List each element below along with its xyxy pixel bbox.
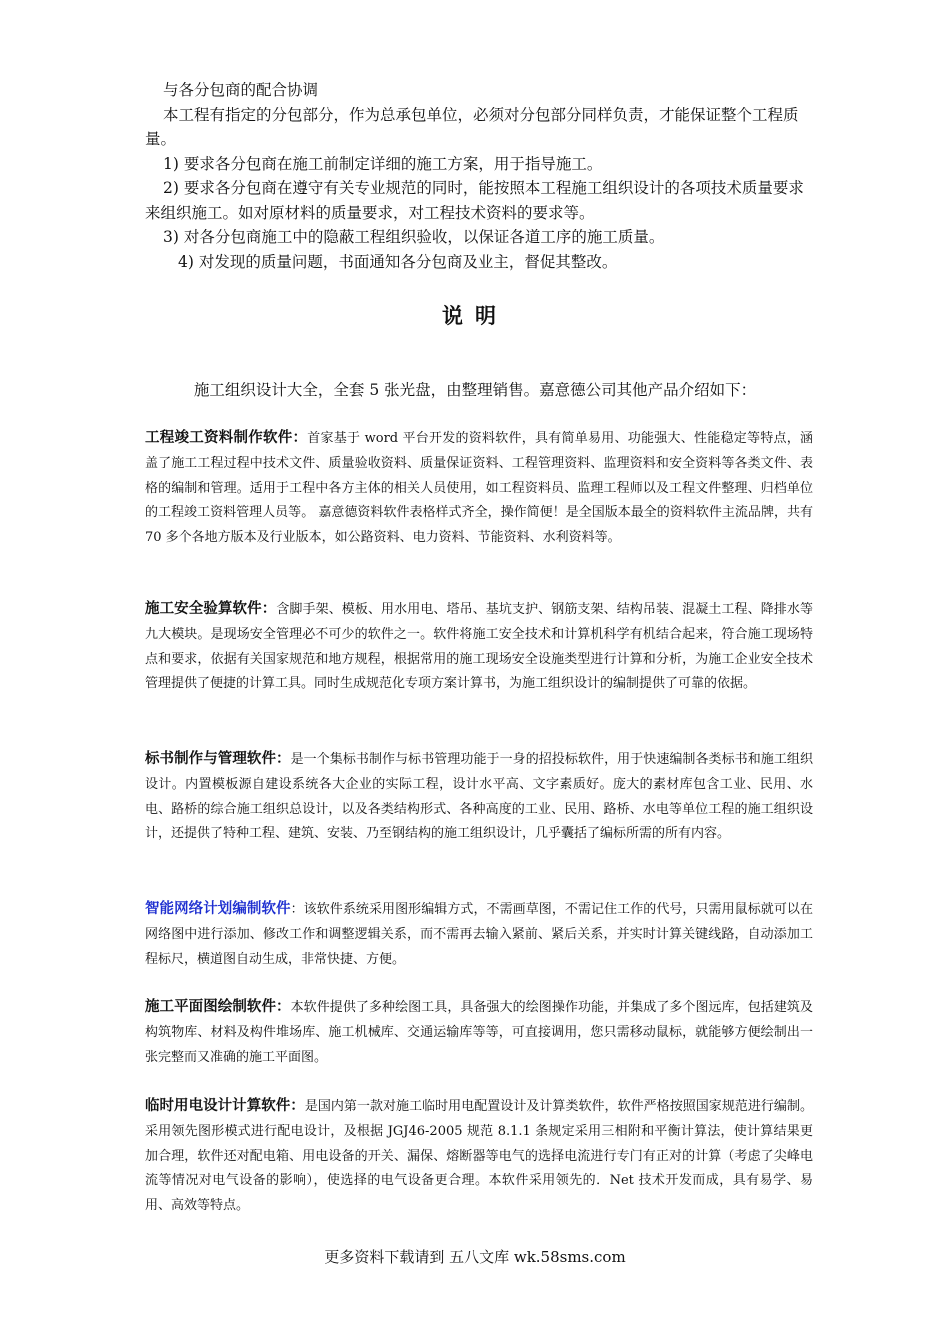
coordination-section: [145, 78, 810, 274]
product-heading: 临时用电设计计算软件：: [145, 1098, 305, 1114]
lead-paragraph: 施工组织设计大全，全套 5 张光盘，由整理销售。嘉意德公司其他产品介绍如下：: [193, 381, 757, 399]
coordination-heading: 与各分包商的配合协调: [163, 81, 319, 99]
product-heading-link[interactable]: 智能网络计划编制软件: [145, 901, 291, 917]
footer-text: 更多资料下载请到 五八文库 wk.58sms.com: [324, 1248, 626, 1266]
coordination-paragraph: 本工程有指定的分包部分，作为总承包单位，必须对分包部分同样负责，才能保证整个工程质量。: [145, 105, 799, 148]
product-section-tender: [145, 747, 813, 847]
product-description: 是一个集标书制作与标书管理功能于一身的招投标软件，用于快速编制各类标书和施工组织设计。内置模板源自建设系统各大企业的实际工程，设计水平高、文字素质好。庞大的素材库包含工业、民用、水电、路桥的综合施工组织总设计，以及各类结构形式、各种高度的工业、民用、路桥、水电等单位工程的施工组织设计，还提供了特种工程、建筑、安装、乃至钢结构的施工组织设计，几乎囊括了编标所需的所有内容。: [145, 752, 813, 842]
page-title: 说明: [442, 304, 508, 328]
product-heading: 工程竣工资料制作软件：: [145, 430, 308, 446]
product-description: 含脚手架、模板、用水用电、塔吊、基坑支护、钢筋支架、结构吊装、混凝土工程、降排水等九大模块。是现场安全管理必不可少的软件之一。软件将施工安全技术和计算机科学有机结合起来，符合施工现场特点和要求，依据有关国家规范和地方规程，根据常用的施工现场安全设施类型进行计算和分析，为施工企业安全技术管理提供了便捷的计算工具。同时生成规范化专项方案计算书，为施工组织设计的编制提供了可靠的依据。: [145, 602, 813, 692]
product-section-site-plan: [145, 995, 813, 1070]
product-section-safety-calc: [145, 597, 813, 697]
product-description: 本软件提供了多种绘图工具，具备强大的绘图操作功能，并集成了多个图远库，包括建筑及构筑物库、材料及构件堆场库、施工机械库、交通运输库等等，可直接调用，您只需移动鼠标，就能够方便绘制出一张完整而又准确的施工平面图。: [145, 1000, 813, 1065]
product-description: ：该软件系统采用图形编辑方式，不需画草图，不需记住工作的代号，只需用鼠标就可以在网络图中进行添加、修改工作和调整逻辑关系，而不需再去输入紧前、紧后关系，并实时计算关键线路，自动添加工程标尺，横道图自动生成，非常快捷、方便。: [145, 902, 813, 967]
product-section-completion-docs: [145, 426, 813, 551]
coordination-item-2: 2) 要求各分包商在遵守有关专业规范的同时，能按照本工程施工组织设计的各项技术质量要求来组织施工。如对原材料的质量要求，对工程技术资料的要求等。: [145, 179, 804, 222]
coordination-item-1: 1) 要求各分包商在施工前制定详细的施工方案，用于指导施工。: [163, 154, 603, 173]
coordination-item-4: 4) 对发现的质量问题，书面通知各分包商及业主，督促其整改。: [178, 252, 618, 271]
product-heading: 标书制作与管理软件：: [145, 751, 291, 767]
product-description: 是国内第一款对施工临时用电配置设计及计算类软件，软件严格按照国家规范进行编制。采用领先图形模式进行配电设计，及根据 JGJ46-2005 规范 8.1.1 条规定采用三相附和平衡计算法，使计算结果更加合理，软件还对配电箱、用电设备的开关、漏保、熔断器等电气的选择电流进行专门有正对的计算（考虑了尖峰电流等情况对电气设备的影响），使选择的电气设备更合理。本软件采用领先的．Net 技术开发而成，具有易学、易用、高效等特点。: [145, 1099, 813, 1214]
product-section-network-plan: [145, 897, 813, 972]
product-description: 首家基于 word 平台开发的资料软件，具有简单易用、功能强大、性能稳定等特点，涵盖了施工工程过程中技术文件、质量验收资料、质量保证资料、工程管理资料、监理资料和安全资料等各类文件、表格的编制和管理。适用于工程中各方主体的相关人员使用，如工程资料员、监理工程师以及工程文件整理、归档单位的工程竣工资料管理人员等。 嘉意德资料软件表格样式齐全，操作简便！是全国版本最全的资料软件主流品牌，共有 70 多个各地方版本及行业版本，如公路资料、电力资料、节能资料、水利资料等。: [145, 431, 813, 546]
product-heading: 施工平面图绘制软件：: [145, 999, 291, 1015]
product-heading: 施工安全验算软件：: [145, 601, 277, 617]
product-section-temp-power: [145, 1094, 813, 1219]
coordination-item-3: 3) 对各分包商施工中的隐蔽工程组织验收，以保证各道工序的施工质量。: [163, 228, 665, 246]
